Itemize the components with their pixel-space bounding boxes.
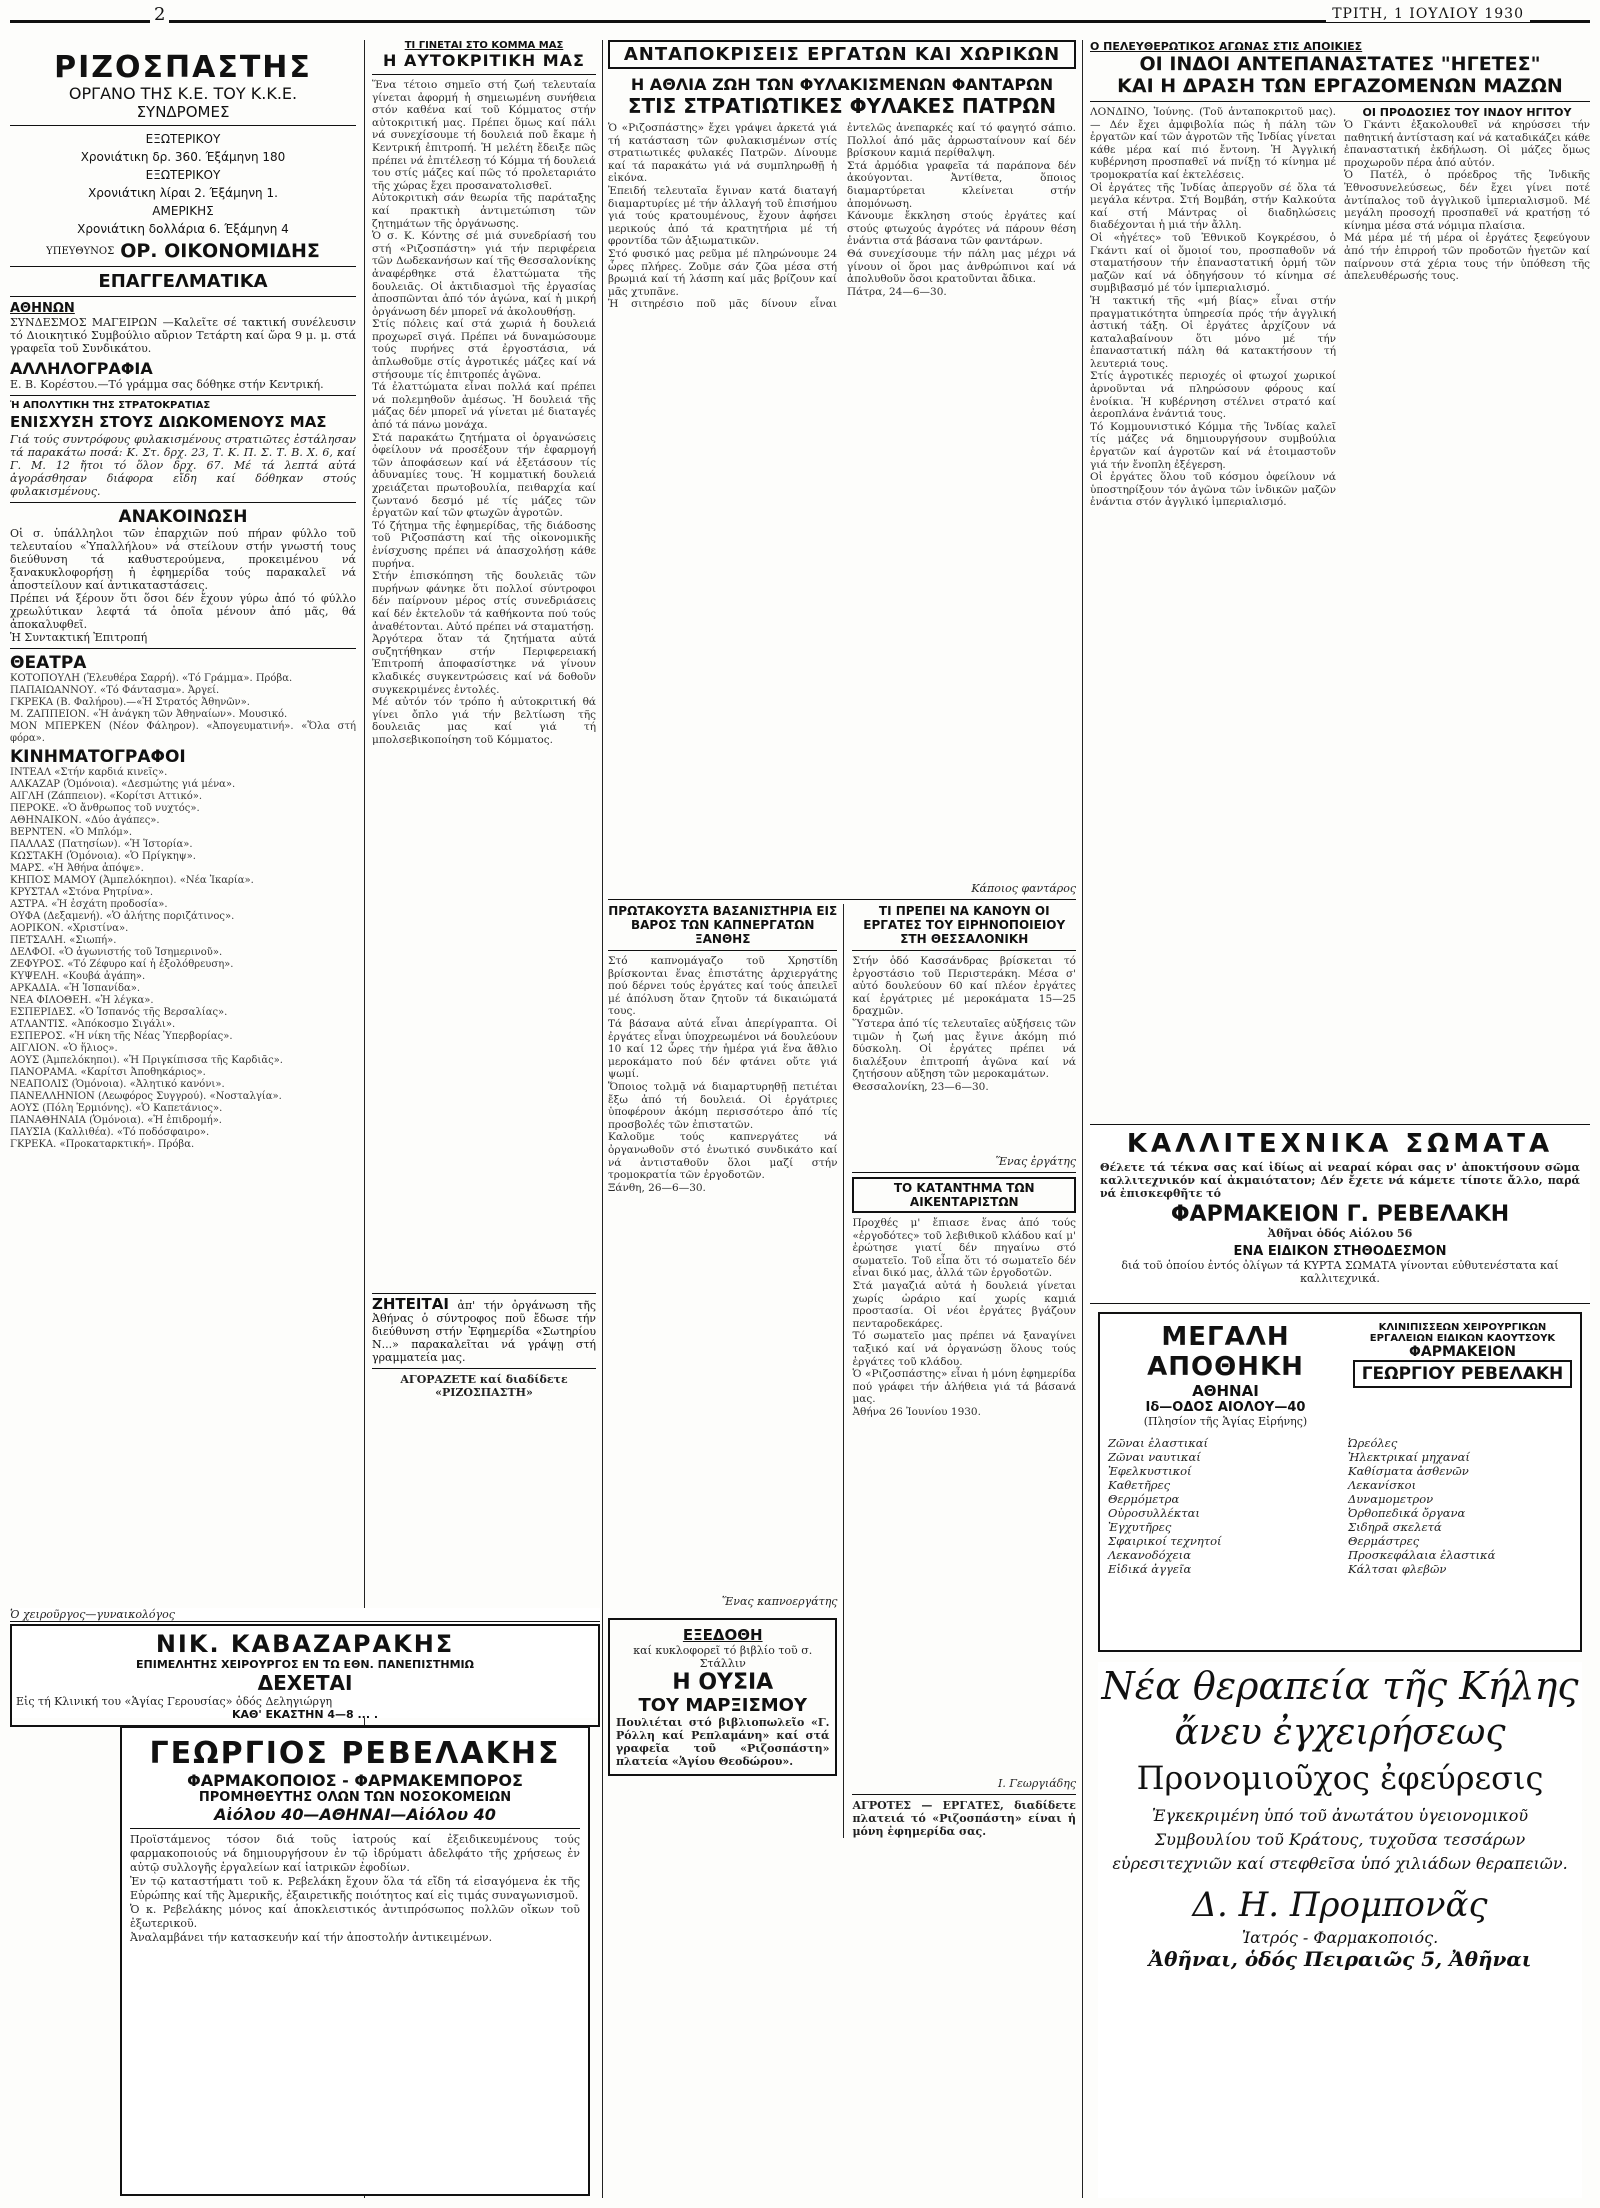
notice-text: Οἱ σ. ὑπάλληλοι τῶν ἐπαρχιῶν πού πήραν φύλλο τοῦ τελευταίου «Ὑπαλλήλου» νά στείλουν στήν γνωστή τους διεύθυνση τά καθυστερούμενα, προκειμένου νά ξανακυκλοφορήσῃ ἡ ἐφημερίδα τούς παρακαλεῖ νά ἀποστείλουν καί ἀντικαταστάσεις. Πρέπει νά ξέρουν ὅτι ὅσοι δέν ἔχουν γύρω ἀπό τό φύλλο χρεωλύτικαν λεφτά τά ὁποῖα μένουν ἀπό μᾶς, θά ἀποκαλυφθεῖ. Ἡ Συντακτική Ἐπιτροπή [10,527,356,644]
soldiers-tag: Ἡ ΑΠΟΛΥΤΙΚΗ ΤΗΣ ΣΤΡΑΤΟΚΡΑΤΙΑΣ [10,400,211,411]
athens-heading: ΑΘΗΝΩΝ [10,301,75,316]
thessaloniki-signature: Ἕνας ἐργάτης [995,1155,1076,1168]
column-divider-3 [1082,40,1083,2198]
apothiki-lists [1108,1436,1572,1576]
rule [372,1368,596,1369]
right-lower-articles [852,904,1076,1838]
rule [130,1828,580,1829]
selfcriticism-heading: Η ΑΥΤΟΚΡΙΤΙΚΗ ΜΑΣ [383,51,585,70]
soldiers-article-signature: Κάποιος φαντάρος [971,882,1076,895]
publication-title-2: ΤΟΥ ΜΑΡΞΙΣΜΟΥ [638,1695,807,1716]
kavazarakis-label: Ὁ χειροῦργος—γυναικολόγος [10,1608,600,1622]
tobacco-signature: Ἕνας καπνοεργάτης [721,1595,838,1608]
rule [10,502,356,503]
thessaloniki-body: Στήν ὁδό Κασσάνδρας βρίσκεται τό ἐργοστάσιο τοῦ Περιστεράκη. Μέσα σ' αὐτό δουλεύουν 60 καί πλέον ἐργάτες καί ἐργάτριες μέ μεροκάματα 15—25 δραχμῶν. Ὕστερα ἀπό τίς τελευταῖες αὐξήσεις τῶν τιμῶν ἡ ζωή μας ἔγινε ἀκόμη πιό δύσκολη. Οἱ ἐργάτες πρέπει νά διαλέξουν ἐπιτροπή ἀγῶνα καί νά ζητήσουν αὔξηση τῶν μεροκαμάτων. Θεσσαλονίκη, 23—6—30. [852,955,1076,1093]
top-rule [0,6,1600,26]
soldiers-heading: ΕΝΙΣΧΥΣΗ ΣΤΟΥΣ ΔΙΩΚΟΜΕΝΟΥΣ ΜΑΣ [10,413,327,431]
professional-heading: ΕΠΑΓΓΕΛΜΑΤΙΚΑ [98,271,268,292]
apothiki-list-left: Ζῶναι ἐλαστικαί Ζῶναι ναυτικαί Ἐφελκυστικοί Καθετῆρες Θερμόμετρα Οὐροσυλλέκται Ἐγχυτῆρες Σφαιρικοί τεχνητοί Λεκανοδόχεια Εἰδικά ἀγγεῖα [1108,1436,1222,1576]
kavazarakis-hours: ΚΑΘ' ΕΚΑΣΤΗΝ 4—8 ... . [231,1708,379,1721]
somata-ad [1090,1124,1590,1304]
wanted-text: ἀπ' τήν ὀργάνωση τῆς Ἀθήνας ὁ σύντροφος ποῦ ἔδωσε τήν διεύθυνση στήν Ἐφημερίδα «Σωτηρίου Ν...» παρακαλεῖται νά γράψῃ στή γραμματεία μας. [372,1299,596,1364]
apothiki-right-name: ΓΕΩΡΓΙΟΥ ΡΕΒΕΛΑΚΗ [1353,1360,1572,1388]
rule [10,395,356,396]
ext2-price: Χρονιάτικη λίραι 2. Έξάμηνη 1. [88,186,278,200]
india-body: ΛΟΝΔΙΝΟ, Ἰούνης. (Τοῦ ἀνταποκριτοῦ μας). — Δέν ἔχει ἀμφιβολία πώς ἡ πάλη τῶν ἐργατῶν καί τῶν ἀγροτῶν τῆς Ἰνδίας γίνεται κάθε μέρα καί πιό ἔντονη. Ἡ Ἀγγλική κυβέρνηση προσπαθεῖ νά πνίξῃ τό κίνημα μέ τρομοκρατία καί ἐκτελέσεις. Οἱ ἐργάτες τῆς Ἰνδίας ἀπεργοῦν σέ ὅλα τά μεγάλα κέντρα. Στή Βομβάη, στήν Καλκούτα καί στή Μάντρας οἱ διαδηλώσεις διαδέχονται ἡ μιά τήν ἄλλη. Οἱ «ἡγέτες» τοῦ Ἐθνικοῦ Κογκρέσου, ὁ Γκάντι καί οἱ ὅμοιοί του, προσπαθοῦν νά σταματήσουν τήν ἐπαναστατική ὁρμή τῶν μαζῶν καί νά ὁδηγήσουν τό κίνημα σέ συμβιβασμό μέ τόν ἰμπεριαλισμό. Ἡ τακτική τῆς «μή βίας» εἶναι στήν πραγματικότητα ὑπηρεσία πρός τήν ἀγγλική ἀστική τάξη. Οἱ ἐργάτες ἀρχίζουν νά καταλαβαίνουν ὅτι μόνο μέ τήν ἐπαναστατική πάλη θά κατακτήσουν τή λευτεριά τους. Στίς ἀγροτικές περιοχές οἱ φτωχοί χωρικοί ἀρνοῦνται νά πληρώσουν φόρους καί ἐνοίκια. Ἡ κυβέρνηση στέλνει στρατό καί ἀεροπλάνα ἐνάντιά τους. Τό Κομμουνιστικό Κόμμα τῆς Ἰνδίας καλεῖ τίς μάζες νά δημιουργήσουν συμβούλια ἐργατῶν καί ἀγροτῶν καί νά ἑτοιμαστοῦν γιά τήν ἔνοπλη ἐξέγερση. Οἱ ἐργάτες ὅλου τοῦ κόσμου ὀφείλουν νά ὑποστηρίξουν τόν ἀγῶνα τῶν ἰνδικῶν μαζῶν ἐνάντια στόν ἀγγλικό ἰμπεριαλισμό. [1090,106,1336,509]
revelakis-ad [120,1726,590,2196]
apothiki-right-small: ΚΛΙΝΙΠΙΣΣΕΩΝ ΧΕΙΡΟΥΡΓΙΚΩΝ ΕΡΓΑΛΕΙΩΝ ΕΙΔΙΚΩΝ ΚΑΟΥΤΣΟΥΚ [1369,1322,1556,1344]
soldiers-text: Γιά τούς συντρόφους φυλακισμένους στρατιῶτες ἐστάλησαν τά παρακάτω ποσά: Κ. Στ. δρχ. 23, Τ. Κ. Π. Σ. Τ. Β. Χ. 6, καί Γ. Μ. 12 ἤτοι τό ὅλον δρχ. 67. Μέ τά λεπτά αὐτά ἀγοράσθησαν διάφορα εἴδη καί δόθηκαν στούς φυλακισμένους. [10,433,356,498]
kili-ad [1098,1662,1582,2198]
leventaristes-heading: ΤΟ ΚΑΤΑΝΤΗΜΑ ΤΩΝ ΑΙΚΕΝΤΑΡΙΣΤΩΝ [852,1177,1076,1213]
publication-sub: καί κυκλοφορεῖ τό βιβλίο τοῦ σ. Στάλλιν [633,1644,813,1670]
thessaloniki-heading: ΤΙ ΠΡΕΠΕΙ ΝΑ ΚΑΝΟΥΝ ΟΙ ΕΡΓΑΤΕΣ ΤΟΥ ΕΙΡΗΝΟΠΟΙΕΙΟΥ ΣΤΗ ΘΕΣΣΑΛΟΝΙΚΗ [863,904,1066,946]
correspondence-banner: ΑΝΤΑΠΟΚΡΙΣΕΙΣ ΕΡΓΑΤΩΝ ΚΑΙ ΧΩΡΙΚΩΝ [608,40,1076,69]
rule [10,125,356,126]
rule [10,648,356,649]
kavazarakis-name: ΝΙΚ. ΚΑΒΑΖΑΡΑΚΗΣ [155,1630,455,1658]
soldiers-article-body: Ὁ «Ριζοσπάστης» ἔχει γράψει ἀρκετά γιά τή κατάσταση τῶν φυλακισμένων στίς στρατιωτικές φυλακές Πατρῶν. Δίνουμε καί τά παρακάτω γιά νά συμπληρωθῇ ἡ εἰκόνα. Ἐπειδή τελευταῖα ἔγιναν κατά διαταγή διαμαρτυρίες μέ τήν ἀλλαγή τοῦ ἐπισήμου γιά τούς κρατουμένους, ἔχουν ἀφήσει μερικούς ἀπό τά κρατητήρια μέ τή φροντίδα τῶν ἀξιωματικῶν. Στό φυσικό μας ρεῦμα μέ πληρώνουμε 24 ὧρες πλήρες. Ζοῦμε σάν ζῶα μέσα στή βρωμιά καί τή λάσπη καί μᾶς βρίζουν καί μᾶς χτυπᾶνε. Ἡ σιτηρέσιο ποῦ μᾶς δίνουν εἶναι ἐντελῶς ἀνεπαρκές καί τό φαγητό σάπιο. Πολλοί ἀπό μᾶς ἀρρωσταίνουν καί δέν βρίσκουν καμιά περίθαλψη. Στά ἀρμόδια γραφεῖα τά παράπονα δέν ἀκούγονται. Ἀντίθετα, ὅποιος διαμαρτύρεται κλείνεται στήν ἀπομόνωση. Κάνουμε ἔκκληση στούς ἐργάτες καί στούς φτωχούς ἀγρότες νά πάρουν θέση ἐνάντια στά βάσανα τῶν φαντάρων. Θά συνεχίσουμε τήν πάλη μας μέχρι νά γίνουν οἱ ὅροι μας ἀνθρώπινοι καί νά ἀπολυθοῦν ὅσοι κρατοῦνται ἄδικα. Πάτρα, 24—6—30. [608,122,1076,311]
apothiki-city: ΑΘΗΝΑΙ [1192,1382,1259,1400]
letters-text: Ε. Β. Κορέστου.—Τό γράμμα σας δόθηκε στήν Κεντρική. [10,378,324,391]
leventaristes-body: Προχθές μ' ἔπιασε ἕνας ἀπό τούς «ἐργοδότες» τοῦ λεβιθικοῦ κλάδου καί μ' ἐρώτησε γιατί δέν πηγαίνω στό σωματεῖο. Τοῦ εἶπα ὅτι τό σωματεῖο δέν εἶναι δικό μας, ἀλλά τῶν ἐργοδοτῶν. Στά μαγαζιά αὐτά ἡ δουλειά γίνεται χωρίς ὡράριο καί χωρίς καμιά προστασία. Οἱ νέοι ἐργάτες βγάζουν πενταροδεκάρες. Τό σωματεῖο μας πρέπει νά ξαναγίνει ταξικό καί νά ὀργανώσῃ ὅλους τούς ἐργάτες τοῦ κλάδου. Ὁ «Ριζοσπάστης» εἶναι ἡ μόνη ἐφημερίδα πού γράφει τήν ἀλήθεια γιά τά βάσανά μας. Ἀθήνα 26 Ἰουνίου 1930. [852,1217,1076,1418]
theatres-list: ΚΟΤΟΠΟΥΛΗ (Ἐλευθέρα Σαρρή). «Τό Γράμμα». Πρόβα. ΠΑΠΑΙΩΑΝΝΟΥ. «Τό Φάντασμα». Ἀργεί. ΓΚΡΕΚΑ (Β. Φαλήρου).—«Ἡ Στρατός Ἀθηνῶν». Μ. ΖΑΠΠΕΙΟΝ. «Ἡ ἀνάγκη τῶν Ἀθηναίων». Μουσικό. ΜΟΝ ΜΠΕΡΚΕΝ (Νέον Φάληρον). «Ἀπογευματινή». «Ὅλα στή φόρα». [10,673,356,744]
party-tag: ΤΙ ΓΙΝΕΤΑΙ ΣΤΟ ΚΟΜΜΑ ΜΑΣ [404,40,564,51]
india-columns [1090,106,1590,1106]
cinemas-list: ΙΝΤΕΑΛ «Στήν καρδιά κινεῖς». ΑΛΚΑΖΑΡ (Ὁμόνοια). «Δεσμώτης γιά μένα». ΑΙΓΛΗ (Ζάππειον). «Κορίτσι Αττικό». ΠΕΡΟΚΕ. «Ὁ ἄνθρωπος τοῦ νυχτός». ΑΘΗΝΑΙΚΟΝ. «Δύο ἀγάπες». ΒΕΡΝΤΕΝ. «Ὁ Μπλόμ». ΠΑΛΛΑΣ (Πατησίων). «Ἡ Ἱστορία». ΚΩΣΤΑΚΗ (Ὁμόνοια). «Ὁ Πρίγκηψ». ΜΑΡΣ. «Ἡ Ἀθήνα ἀπόψε». ΚΗΠΟΣ ΜΑΜΟΥ (Ἀμπελόκηποι). «Νέα Ἰκαρία». ΚΡΥΣΤΑΛ «Στόνα Ρητρίνα». ΑΣΤΡΑ. «Ἡ ἐσχάτη προδοσία». ΟΥΦΑ (Δεξαμενή). «Ὁ ἀλήτης ποριζάτινος». ΑΟΡΙΚΟΝ. «Χριστίνα». ΠΕΤΣΑΛΗ. «Σιωπή». ΔΕΛΦΟΙ. «Ὁ ἀγωνιστής τοῦ Ἰσημερινοῦ». ΖΕΦΥΡΟΣ. «Τό Ζέφυρο καί ἡ ἐξολόθρευση». ΚΥΨΕΛΗ. «Κουβά ἀγάπη». ΑΡΚΑΔΙΑ. «Ἡ Ἰσπανίδα». ΝΕΑ ΦΙΛΟΘΕΗ. «Ἡ λέγκα». ΕΣΠΕΡΙΔΕΣ. «Ὁ Ἰσπανός τῆς Βερσαλίας». ΑΤΛΑΝΤΙΣ. «Ἀπόκοσμο Σιγάλι». ΕΣΠΕΡΟΣ. «Ἡ νίκη τῆς Νέας Ὑπερβορίας». ΑΙΓΛΙΟΝ. «Ὁ ἥλιος». ΑΟΥΣ (Ἀμπελόκηποι). «Ἡ Πριγκίπισσα τῆς Καρδιᾶς». ΠΑΝΟΡΑΜΑ. «Καρίτσι Ἀποθηκάριος». ΝΕΑΠΟΛΙΣ (Ὁμόνοια). «Ἀλητικό κανόνι». ΠΑΝΕΛΛΗΝΙΟΝ (Λεωφόρος Συγγρού). «Νοσταλγία». ΑΟΥΣ (Πόλη Ἐρμιόνης). «Ὁ Καπετάνιος». ΠΑΝΑΘΗΝΑΙΑ (Ὁμόνοια). «Ἡ ἐπιδρομή». ΠΑΥΣΙΑ (Καλλιθέα). «Τό ποδόσφαιρο». ΓΚΡΕΚΑ. «Προκαταρκτική». Πρόβα. [10,767,283,1150]
soldiers-article-heading-2: ΣΤΙΣ ΣΤΡΑΤΙΩΤΙΚΕΣ ΦΥΛΑΚΕΣ ΠΑΤΡΩΝ [627,94,1057,118]
kili-line1: Νέα θεραπεία τῆς Κήλης [1101,1664,1579,1708]
somata-special: ΕΝΑ ΕΙΔΙΚΟΝ ΣΤΗΘΟΔΕΣΜΟΝ [1233,1244,1447,1259]
apothiki-left [1108,1322,1343,1428]
editor-name: ΟΡ. ΟΙΚΟΝΟΜΙΔΗΣ [120,240,320,262]
cooks-notice: ΣΥΝΔΕΣΜΟΣ ΜΑΓΕΙΡΩΝ —Καλεῖτε σέ τακτική συνέλευσιν τό Διοικητικό Συμβούλιο αὔριον Τετάρτη καί ὥρα 9 μ. μ. στά γραφεῖα τοῦ Συνδικάτου. [10,316,356,355]
ext1-price: Χρονιάτικη δρ. 360. Έξάμηνη 180 [80,150,286,164]
column-1 [10,40,356,1608]
tobacco-article [608,904,844,1838]
apothiki-list-right: Ὠρεόλες Ἡλεκτρικαί μηχαναί Καθίσματα ἀσθενῶν Λεκανίσκοι Δυναμομετρον Ὀρθοπεδικά ὄργανα Σιδηρᾶ σκελετά Θερμάστρες Προσκεφάλαια ἐλαστικά Κάλτσαι φλεβῶν [1348,1436,1496,1576]
kili-line3: Προνομιοῦχος ἐφεύρεσις [1136,1759,1544,1797]
publication-where: Πουλιέται στό βιβλιοπωλεῖο «Γ. Ρόλλη καί Ρεπλαμάνη» καί στά γραφεῖα τοῦ «Ριζοσπάστη» πλατεία «Ἁγίου Θεοδώρου». [616,1716,830,1768]
theatres-heading: ΘΕΑΤΡΑ [10,653,87,673]
india-heading-1: ΟΙ ΙΝΔΟΙ ΑΝΤΕΠΑΝΑΣΤΑΤΕΣ "ΗΓΕΤΕΣ" [1139,53,1541,75]
apothiki-top [1108,1322,1572,1428]
apothiki-right-pharm: ΦΑΡΜΑΚΕΙΟΝ [1408,1344,1516,1360]
tobacco-body: Στό καπνομάγαζο τοῦ Χρηστίδη βρίσκονται ἕνας ἐπιστάτης ἀρχιεργάτης πού δέρνει τούς ἐργάτες καί τούς ἀπειλεῖ μέ ἀπόλυση ὅταν ζητοῦν τά δικαιώματά τους. Τά βάσανα αὐτά εἶναι ἀπερίγραπτα. Οἱ ἐργάτες εἶναι ὑποχρεωμένοι νά δουλεύουν 10 καί 12 ὧρες τήν ἡμέρα γιά ἕνα ἄθλιο μεροκάματο πού δέν φτάνει οὔτε γιά ψωμί. Ὅποιος τολμᾷ νά διαμαρτυρηθῇ πετιέται ἔξω ἀπό τή δουλειά. Οἱ ἐργάτριες ὑποφέρουν ἀκόμη περισσότερο ἀπό τίς προσβολές τῶν ἐπιστατῶν. Καλοῦμε τούς καπνεργάτες νά ὀργανωθοῦν στό ἑνωτικό συνδικάτο καί νά ἀντισταθοῦν ὅλοι μαζί στήν τρομοκρατία τῶν ἐργοδοτῶν. Ξάνθη, 26—6—30. [608,955,838,1194]
masthead-subtitle: ΟΡΓΑΝΟ ΤΗΣ Κ.Ε. ΤΟΥ Κ.Κ.Ε. [68,84,298,103]
buy-notice: ΑΓΟΡΑΖΕΤΕ καί διαδίδετε «ΡΙΖΟΣΠΑΣΤΗ» [400,1373,568,1399]
letters-heading: ΑΛΛΗΛΟΓΡΑΦΙΑ [10,359,153,378]
call-notice: ΑΓΡΟΤΕΣ — ΕΡΓΑΤΕΣ, διαδίδετε πλατειά τό «Ριζοσπάστη» είναι ἡ μόνη ἐφημερίδα σας. [852,1799,1076,1838]
india-side [1344,106,1590,1106]
kavazarakis-where: Εἰς τή Κλινική του «Ἁγίας Γερουσίας» ὁδός Δεληγιώργη [16,1695,333,1708]
kavazarakis-ad [10,1608,600,1721]
publication-heading: ΕΞΕΔΟΘΗ [682,1626,763,1644]
editor-label: ΥΠΕΥΘΥΝΟΣ [46,245,115,257]
somata-text: Θέλετε τά τέκνα σας καί ἰδίως αἱ νεαραί κόραι σας ν' ἀποκτήσουν σῶμα καλλιτεχνικόν καί ἀκμαιότατον; Δέν ἔχετε νά κάμετε τίποτε ἄλλο, παρά νά ἐπισκεφθῆτε τό [1100,1161,1580,1200]
kavazarakis-title: ΕΠΙΜΕΛΗΤΗΣ ΧΕΙΡΟΥΡΓΟΣ ΕΝ ΤΩ ΕΘΝ. ΠΑΝΕΠΙΣΤΗΜΙΩ [136,1658,474,1671]
kili-line2: ἄνευ ἐγχειρήσεως [1174,1712,1506,1753]
apothiki-right [1353,1322,1572,1428]
column-2 [372,40,596,1588]
rule [608,899,1076,900]
kili-name: Δ. Η. Προμπονᾶς [1192,1885,1488,1925]
rule [10,266,356,267]
kili-role: Ἰατρός - Φαρμακοποιός. [1241,1928,1439,1947]
india-side-body: Ὁ Γκάντι ἐξακολουθεῖ νά κηρύσσει τήν παθητική ἀντίσταση καί νά καταδικάζει κάθε ἐπαναστατική ἐκδήλωση. Οἱ μάζες ὅμως προχωροῦν πέρα ἀπό αὐτόν. Ὁ Πατέλ, ὁ πρόεδρος τῆς Ἰνδικῆς Ἐθνοσυνελεύσεως, δέν ἔχει γίνει ποτέ ἀντίπαλος τοῦ ἀγγλικοῦ ἰμπεριαλισμοῦ. Μέ μεγάλη προσοχή προσπαθεῖ νά κρατήσῃ τό κίνημα μέσα στά νόμιμα πλαίσια. Μά μέρα μέ τή μέρα οἱ ἐργάτες ξεφεύγουν ἀπό τήν ἐπιρροή τῶν προδοτῶν ἡγετῶν καί παίρνουν στά χέρια τους τήν ὑπόθεση τῆς ἀπελευθέρωσής τους. [1344,119,1590,283]
america-price: Χρονιάτικη δολλάρια 6. Έξάμηνη 4 [77,222,289,236]
rule [1090,101,1590,102]
somata-special-text: διά τοῦ ὁποίου ἐντός ὀλίγων τά ΚΥΡΤΑ ΣΩΜΑΤΑ γίνονται εὐθυτενέστατα καί καλλιτεχνικά. [1121,1259,1559,1285]
rule [372,74,596,75]
india-heading-2: ΚΑΙ Η ΔΡΑΣΗ ΤΩΝ ΕΡΓΑΖΟΜΕΝΩΝ ΜΑΖΩΝ [1117,75,1563,97]
wanted-notice [372,1295,596,1364]
page-number: 2 [150,4,169,25]
column-4 [1090,40,1590,1118]
america-title: ΑΜΕΡΙΚΗΣ [152,204,214,218]
subscriptions-title: ΣΥΝΔΡΟΜΕΣ [136,103,230,121]
apothiki-ad [1098,1312,1582,1652]
ext1-title: ΕΞΩΤΕΡΙΚΟΥ [145,132,221,146]
cinemas-heading: ΚΙΝΗΜΑΤΟΓΡΑΦΟΙ [10,747,186,767]
somata-address: Ἀθῆναι ὁδός Αἰόλου 56 [1267,1227,1413,1240]
rule [608,950,837,951]
kavazarakis-receives: ΔΕΧΕΤΑΙ [257,1671,353,1695]
publication-ad [608,1618,837,1776]
revelakis-title: ΦΑΡΜΑΚΟΠΟΙΟΣ - ΦΑΡΜΑΚΕΜΠΟΡΟΣ [187,1771,523,1790]
wanted-heading: ΖΗΤΕΙΤΑΙ [372,1295,449,1313]
rule [852,1794,1076,1795]
lower-articles [608,904,1076,1838]
tobacco-heading: ΠΡΩΤΑΚΟΥΣΤΑ ΒΑΣΑΝΙΣΤΗΡΙΑ ΕΙΣ ΒΑΡΟΣ ΤΩΝ ΚΑΠΝΕΡΓΑΤΩΝ ΞΑΝΘΗΣ [608,904,838,946]
selfcriticism-body: Ἕνα τέτοιο σημεῖο στή ζωή τελευταία γίνεται ἀφορμή ἡ σημειωμένη συνήθεια στόν καθένα καί τοῦ Κόμματος στήν αὐτοκριτική μας. Πρέπει ὅμως καί πάλι νά συνεχίσουμε τή δουλειά ποῦ ἔκαμε ἡ Κεντρική ἐπιτροπή. Ἡ μελέτη ἔδειξε πῶς πρέπει νά ἐπιτέλεσῃ τό Κόμμα τή δουλειά του στίς μάζες καί πῶς τό προλεταριάτο τῆς χώρας ἔχει προσανατολισθεῖ. Αὐτοκριτικὴ σάν θεωρία τῆς παράταξης καί πρακτικὴ ἀντιμετώπιση τῶν ζητημάτων τῆς ὀργάνωσης. Ὁ σ. Κ. Κόντης σέ μιά συνεδρίασή του στή «Ριζοσπάστη» γιά τήν περιφέρεια τῶν Δωδεκανήσων καί τῆς Θεσσαλονίκης ἀναφέρθηκε στά ἐλαττώματα τῆς δουλειᾶς. Οἱ ἀκτιδιασμοὶ τῆς ἐργασίας ἀποσπῶνται ἀπό τόν ἀγώνα, καί ἡ μικρή ὀργάνωση δέν μπορεῖ νά ἀκολουθήσῃ. Στίς πόλεις καί στά χωριά ἡ δουλειά προχωρεῖ σιγά. Πρέπει νά δυναμώσουμε τούς πυρήνες στά ἐργοστάσια, νά ἀπλωθοῦμε στίς ἀγροτικές μάζες καί νά στήσουμε τίς ἐπιτροπές ἀγῶνα. Τά ἐλαττώματα εἶναι πολλά καί πρέπει νά πολεμηθοῦν ἀμέσως. Ἡ δουλειά τῆς μάζας δέν μπορεῖ νά γίνεται μέ διαταγές ἀπό τά πάνω μονάχα. Στά παρακάτω ζητήματα οἱ ὀργανώσεις ὀφείλουν νά προσέξουν τήν ἐφαρμογή τῶν ἀποφάσεων καί νά ἐξετάσουν τίς ἀδυναμίες τους. Ἡ κομματική δουλειά χρειάζεται πρωτοβουλία, πειθαρχία καί ζωντανό δεσμό μέ τίς μάζες τῶν ἐργατῶν καί τῶν φτωχῶν ἀγροτῶν. Τό ζήτημα τῆς ἐφημερίδας, τῆς διάδοσης τοῦ Ριζοσπάστη καί τῆς οἰκονομικῆς ἐνίσχυσης πρέπει νά ἀπασχολήσῃ κάθε πυρήνα. Στήν ἐπισκόπηση τῆς δουλειᾶς τῶν πυρήνων φάνηκε ὅτι πολλοί σύντροφοι δέν παίρνουν μέρος στίς συνεδριάσεις καί δέν ἐκτελοῦν τά καθήκοντα πού τούς ἀναθέτονται. Αὐτό πρέπει νά σταματήσῃ. Ἀργότερα ὅταν τά ζητήματα αὐτά συζητήθηκαν στήν Περιφερειακή Ἐπιτροπή ἀποφασίστηκε νά γίνουν κλαδικές συγκεντρώσεις καί νά δοθοῦν συγκεκριμένες ἐντολές. Μέ αὐτόν τόν τρόπο ἡ αὐτοκριτική θά γίνει ὄπλο γιά τήν βελτίωση τῆς δουλειᾶς μας καί γιά τή μπολσεβικοποίηση τοῦ Κόμματος. [372,79,596,746]
kili-address: Ἀθῆναι, ὁδός Πειραιῶς 5, Ἀθῆναι [1148,1947,1532,1971]
editor-line [10,240,356,262]
revelakis-address: Αἰόλου 40—ΑΘΗΝΑΙ—Αἰόλου 40 [214,1805,496,1824]
rule [852,1172,1076,1173]
publication-title-1: Η ΟΥΣΙΑ [672,1670,774,1695]
kili-line4: Ἐγκεκριμένη ὑπό τοῦ ἀνωτάτου ὑγειονομικοῦ Συμβουλίου τοῦ Κράτους, τυχοῦσα τεσσάρων εὑρεσιτεχνιῶν καί στεφθεῖσα ὑπό χιλιάδων θεραπειῶν. [1112,1806,1568,1873]
revelakis-name: ΓΕΩΡΓΙΟΣ ΡΕΒΕΛΑΚΗΣ [149,1736,561,1771]
apothiki-big: ΜΕΓΑΛΗ ΑΠΟΘΗΚΗ [1147,1322,1304,1382]
column-3 [608,40,1076,2198]
somata-heading: ΚΑΛΛΙΤΕΧΝΙΚΑ ΣΩΜΑΤΑ [1126,1129,1554,1159]
revelakis-text: Προϊστάμενος τόσον διά τοῦς ἰατρούς καί ἐξειδικευμένους τούς φαρμακοποιούς νά δημιουργήσουν ἐν τῷ ἰδρύματι ἀδελφάτο τῆς χρήσεως ἐν αὐτῷ συλλογῆς ἐργαλείων καί ἰατρικῶν ἐφοδίων. Ἐν τῷ καταστήματι τοῦ κ. Ρεβελάκη ἔχουν ὅλα τά εἴδη τά εἰσαγόμενα ἐκ τῆς Εὐρώπης καί τῆς Ἀμερικῆς, ἐξαιρετικῆς ποιότητος καί εἰς τιμάς συναγωνισμοῦ. Ὁ κ. Ρεβελάκης μόνος καί ἀποκλειστικός ἀντιπρόσωπος πολλῶν οἴκων τοῦ ἐξωτερικοῦ. Ἀναλαμβάνει τήν κατασκευήν καί τήν ἀποστολήν ἀντικειμένων. [130,1833,580,1944]
apothiki-street: Ιδ—ΟΔΟΣ ΑΙΟΛΟΥ—40 [1145,1400,1306,1415]
rule [852,950,1076,951]
colonies-tag: Ο ΠΕΛΕΥΘΕΡΩΤΙΚΟΣ ΑΓΩΝΑΣ ΣΤΙΣ ΑΠΟΙΚΙΕΣ [1090,40,1363,53]
apothiki-near: (Πλησίον τῆς Ἁγίας Εἰρήνης) [1143,1415,1308,1428]
kavazarakis-box [10,1624,600,1727]
leventaristes-signature: Ι. Γεωργιάδης [998,1777,1076,1790]
column-divider-2 [602,40,603,2198]
ext2-title: ΕΞΩΤΕΡΙΚΟΥ [145,168,221,182]
revelakis-title2: ΠΡΟΜΗΘΕΥΤΗΣ ΟΛΩΝ ΤΩΝ ΝΟΣΟΚΟΜΕΙΩΝ [198,1790,512,1805]
issue-date: ΤΡΙΤΗ, 1 ΙΟΥΛΙΟΥ 1930 [1326,6,1530,22]
notice-heading: ΑΝΑΚΟΙΝΩΣΗ [118,507,248,527]
somata-pharmacy: ΦΑΡΜΑΚΕΙΟΝ Γ. ΡΕΒΕΛΑΚΗ [1170,1202,1510,1227]
soldiers-article-heading-1: Η ΑΘΛΙΑ ΖΩΗ ΤΩΝ ΦΥΛΑΚΙΣΜΕΝΩΝ ΦΑΝΤΑΡΩΝ [630,75,1054,94]
india-side-heading: ΟΙ ΠΡΟΔΟΣΙΕΣ ΤΟΥ ΙΝΔΟΥ ΗΓΙΤΟΥ [1362,106,1572,119]
rule [372,1293,596,1294]
masthead-title: ΡΙΖΟΣΠΑΣΤΗΣ [54,50,312,85]
rule [10,296,356,297]
